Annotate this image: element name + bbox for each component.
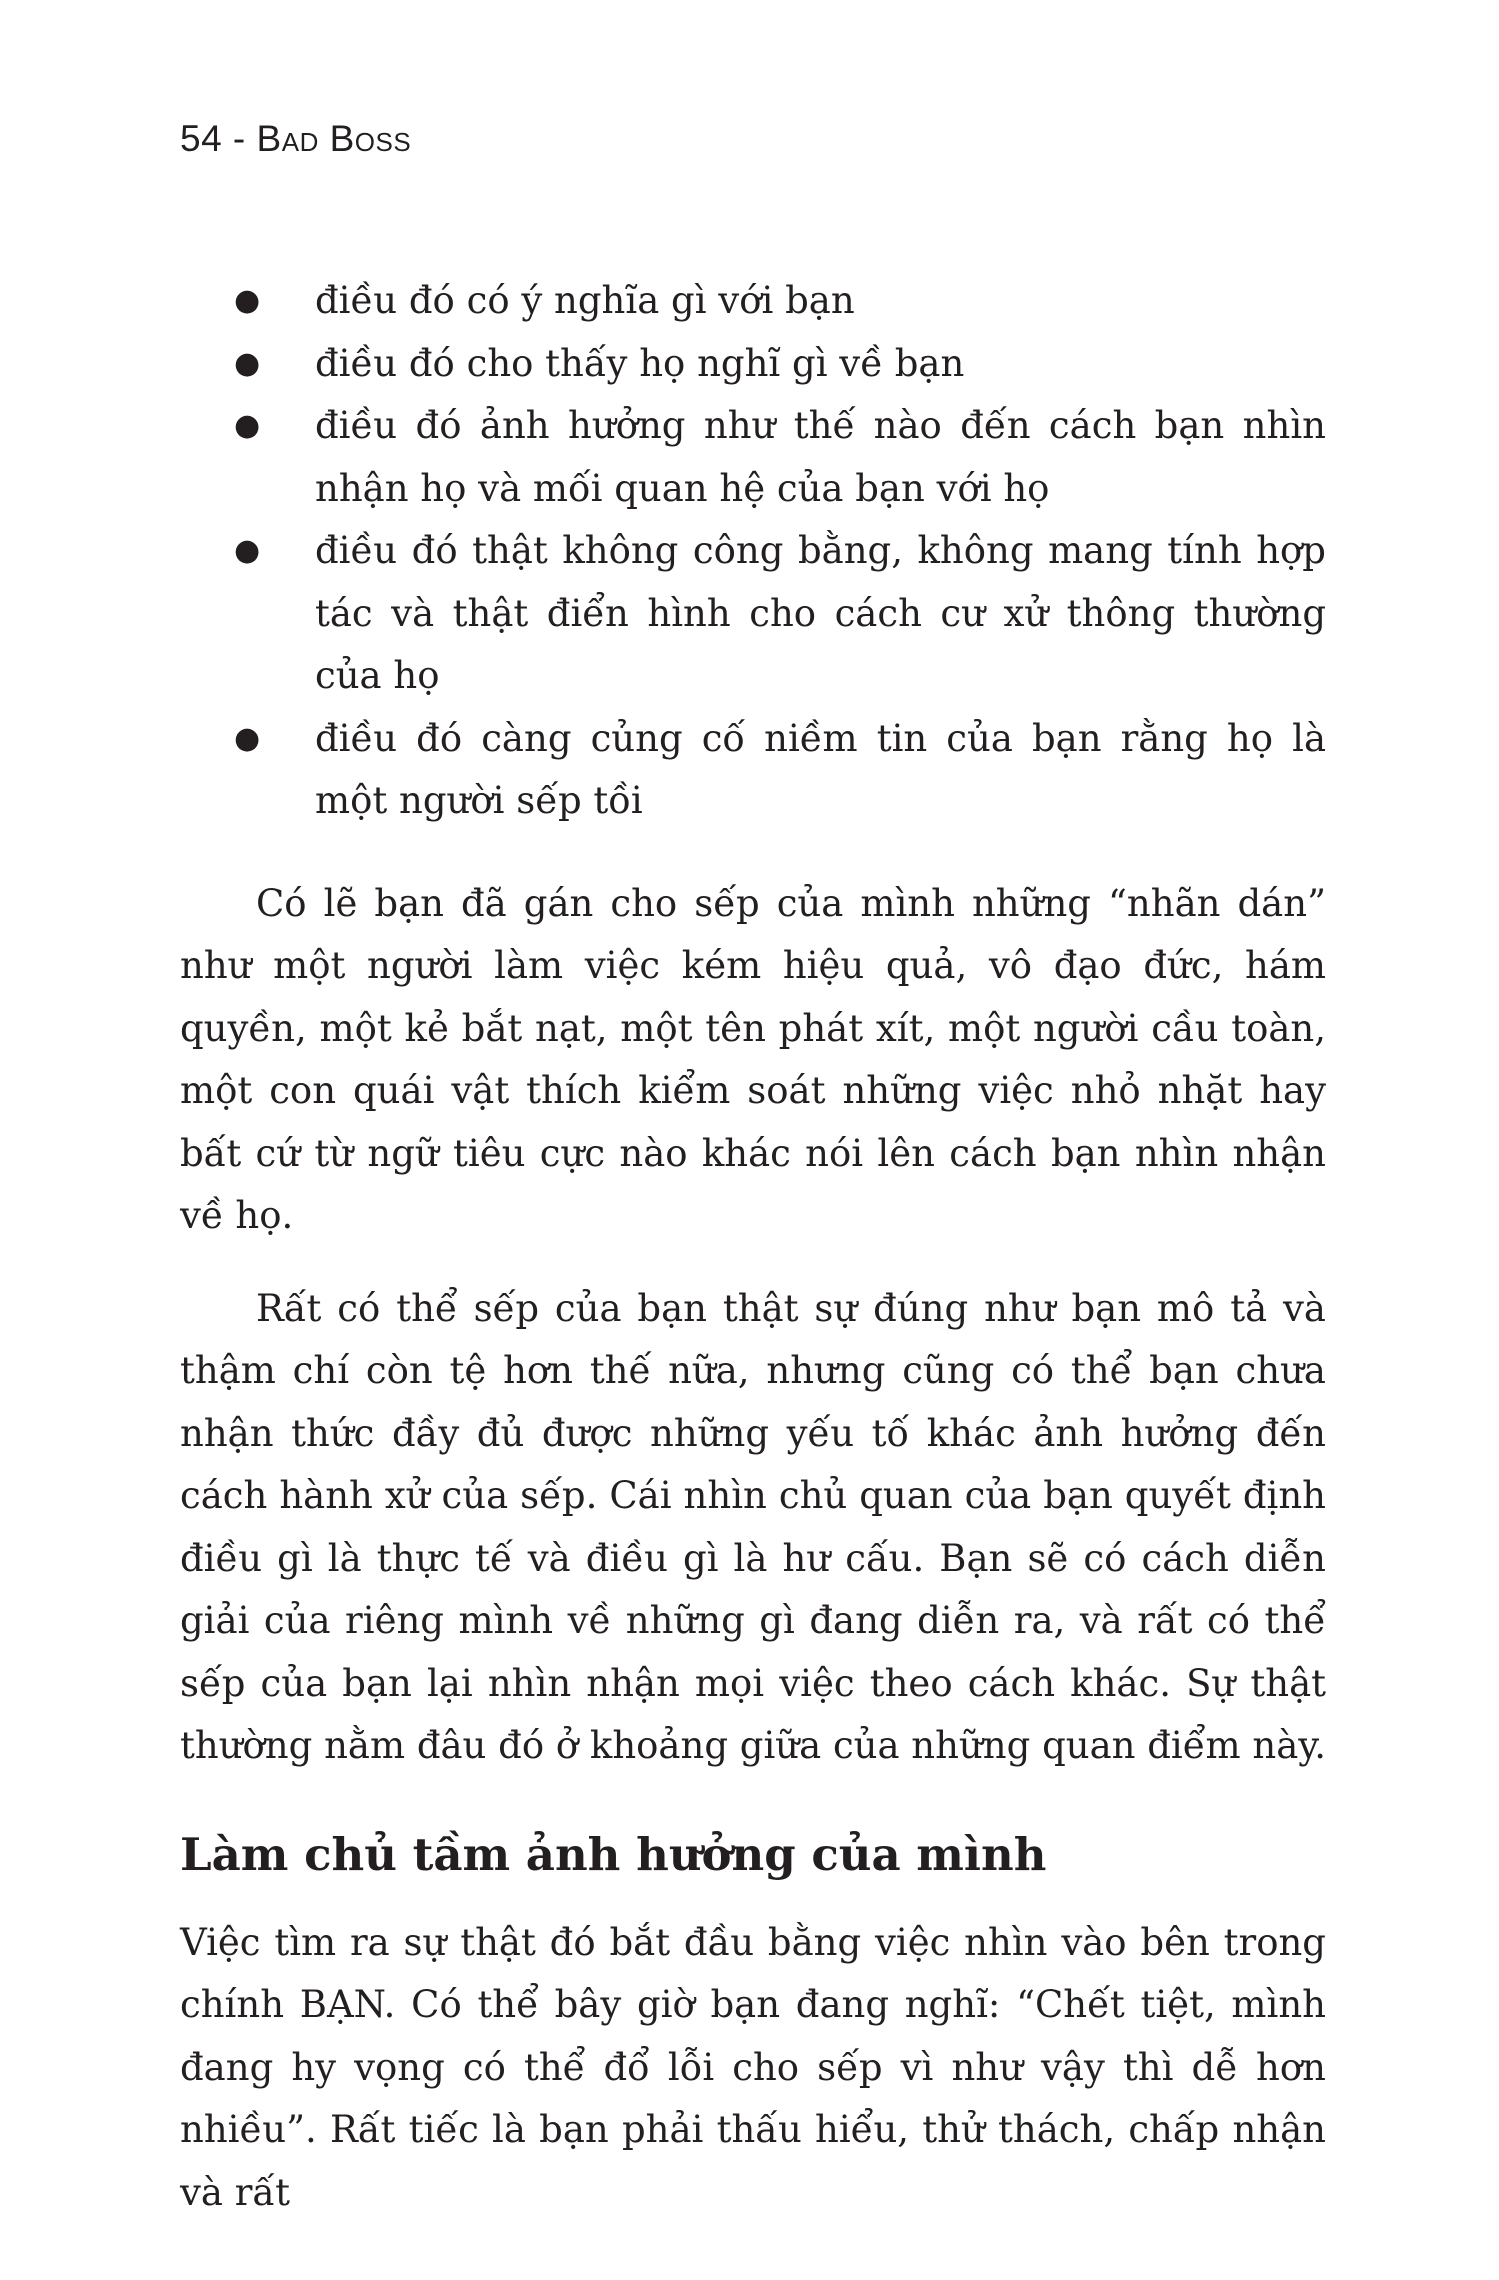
list-item bbox=[234, 520, 1326, 708]
list-item bbox=[234, 270, 1326, 333]
bullet-icon: ● bbox=[234, 720, 261, 756]
list-item bbox=[234, 333, 1326, 396]
list-item bbox=[234, 708, 1326, 833]
list-item bbox=[234, 395, 1326, 520]
bullet-icon: ● bbox=[234, 533, 261, 568]
bullet-icon: ● bbox=[234, 283, 261, 318]
page-number: 54 - bbox=[180, 118, 257, 159]
section-heading: Làm chủ tầm ảnh hưởng của mình bbox=[180, 1827, 1047, 1881]
page-content bbox=[180, 270, 1326, 2224]
body-paragraph: Có lẽ bạn đã gán cho sếp của mình những “nhãn dán” như một người làm việc kém hiệu quả, vô đạo đức, hám quyền, một kẻ bắt nạt, một tên phát xít, một người cầu toàn, một con quái vật thích kiểm soát những việc nhỏ nhặt hay bất cứ từ ngữ tiêu cực nào khác nói lên cách bạn nhìn nhận về họ. bbox=[180, 881, 1326, 1237]
list-item-text: điều đó càng củng cố niềm tin của bạn rằng họ là một người sếp tồi bbox=[315, 716, 1326, 822]
list-item-text: điều đó thật không công bằng, không mang tính hợp tác và thật điển hình cho cách cư xử thông thường của họ bbox=[315, 529, 1326, 697]
bullet-list bbox=[180, 270, 1326, 833]
list-item-text: điều đó cho thấy họ nghĩ gì về bạn bbox=[315, 341, 965, 385]
list-item-text: điều đó ảnh hưởng như thế nào đến cách bạn nhìn nhận họ và mối quan hệ của bạn với họ bbox=[315, 404, 1326, 510]
bullet-icon: ● bbox=[234, 345, 261, 381]
list-item-text: điều đó có ý nghĩa gì với bạn bbox=[315, 279, 855, 322]
body-paragraph: Rất có thể sếp của bạn thật sự đúng như bạn mô tả và thậm chí còn tệ hơn thế nữa, nhưng cũng có thể bạn chưa nhận thức đầy đủ được những yếu tố khác ảnh hưởng đến cách hành xử của sếp. Cái nhìn chủ quan của bạn quyết định điều gì là thực tế và điều gì là hư cấu. Bạn sẽ có cách diễn giải của riêng mình về những gì đang diễn ra, và rất có thể sếp của bạn lại nhìn nhận mọi việc theo cách khác. Sự thật thường nằm đâu đó ở khoảng giữa của những quan điểm này. bbox=[180, 1286, 1327, 1767]
section-body-paragraph: Việc tìm ra sự thật đó bắt đầu bằng việc nhìn vào bên trong chính BẠN. Có thể bây giờ bạn đang nghĩ: “Chết tiệt, mình đang hy vọng có thể đổ lỗi cho sếp vì như vậy thì dễ hơn nhiều”. Rất tiếc là bạn phải thấu hiểu, thử thách, chấp nhận và rất bbox=[180, 1920, 1326, 2214]
bullet-icon: ● bbox=[234, 408, 261, 443]
running-head bbox=[180, 118, 411, 160]
book-title: Bad Boss bbox=[256, 118, 412, 159]
